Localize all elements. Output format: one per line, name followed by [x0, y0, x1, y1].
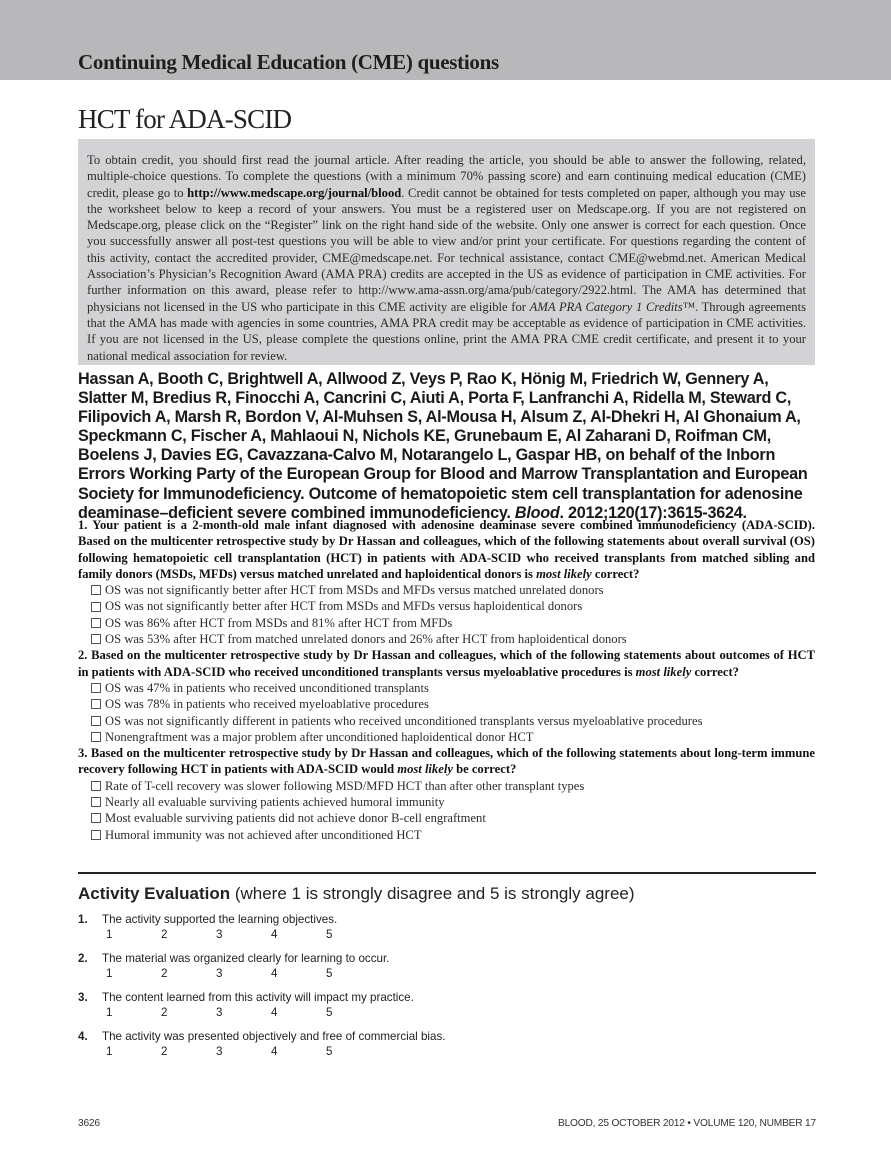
option-label: Humoral immunity was not achieved after unconditioned HCT: [105, 827, 422, 842]
stem-end: correct?: [691, 664, 739, 679]
question-stem: [78, 647, 815, 680]
item-statement: The content learned from this activity will impact my practice.: [102, 991, 414, 1004]
rating-option[interactable]: 5: [326, 1006, 333, 1019]
checkbox[interactable]: [91, 683, 101, 693]
rating-option[interactable]: 4: [271, 1045, 278, 1058]
rating-option[interactable]: 5: [326, 967, 333, 980]
instructions-text: [87, 152, 806, 364]
answer-options: [78, 778, 815, 843]
answer-option[interactable]: [91, 615, 815, 631]
evaluation-item: [78, 913, 816, 942]
option-label: Most evaluable surviving patients did not achieve donor B-cell engraftment: [105, 811, 486, 826]
rating-option[interactable]: 3: [216, 928, 223, 941]
stem-end: correct?: [591, 566, 640, 581]
rating-option[interactable]: 4: [271, 967, 278, 980]
stem-emphasis: most likely: [536, 566, 592, 581]
answer-option[interactable]: [91, 680, 815, 696]
rating-option[interactable]: 1: [106, 928, 113, 941]
rating-option[interactable]: 2: [161, 1006, 168, 1019]
answer-options: [78, 680, 815, 745]
option-label: OS was 53% after HCT from matched unrelated donors and 26% after HCT from haploidentical donors: [105, 632, 627, 647]
item-number: 3.: [78, 991, 88, 1004]
answer-options: [78, 582, 815, 647]
item-statement: The activity was presented objectively and free of commercial bias.: [102, 1030, 446, 1043]
answer-option[interactable]: [91, 631, 815, 647]
checkbox[interactable]: [91, 732, 101, 742]
item-number: 2.: [78, 952, 88, 965]
question-stem: [78, 745, 815, 778]
answer-option[interactable]: [91, 778, 815, 794]
checkbox[interactable]: [91, 618, 101, 628]
option-label: Nonengraftment was a major problem after unconditioned haploidentical donor HCT: [105, 729, 534, 744]
activity-evaluation: [78, 884, 816, 1069]
question-1: [78, 517, 815, 647]
checkbox[interactable]: [91, 830, 101, 840]
evaluation-heading-note: (where 1 is strongly disagree and 5 is strongly agree): [230, 884, 635, 903]
checkbox[interactable]: [91, 585, 101, 595]
instructions-box: [78, 139, 815, 365]
evaluation-item: [78, 952, 816, 981]
rating-scale: [78, 966, 816, 981]
section-divider: [78, 872, 816, 874]
answer-option[interactable]: [91, 827, 815, 843]
option-label: OS was 86% after HCT from MSDs and 81% after HCT from MFDs: [105, 615, 453, 630]
question-2: [78, 647, 815, 745]
option-label: OS was not significantly different in patients who received unconditioned transplants versus myeloablative procedures: [105, 713, 703, 728]
option-label: Nearly all evaluable surviving patients achieved humoral immunity: [105, 795, 445, 810]
cme-banner: [0, 0, 891, 80]
checkbox[interactable]: [91, 602, 101, 612]
rating-scale: [78, 1044, 816, 1059]
option-label: OS was not significantly better after HCT from MSDs and MFDs versus matched unrelated donors: [105, 583, 604, 598]
question-stem: [78, 517, 815, 582]
answer-option[interactable]: [91, 794, 815, 810]
rating-option[interactable]: 4: [271, 928, 278, 941]
stem-text: 1. Your patient is a 2-month-old male infant diagnosed with adenosine deaminase severe combined immunodeficiency (ADA-SCID). Based on the multicenter retrospective study by Dr Hassan and colleagues, which of the following statements about overall survival (OS) following hematopoietic cell transplantation (HCT) in patients with ADA-SCID who received transplants from matched sibling and family donors (MSDs, MFDs) versus matched unrelated and haploidentical donors is: [78, 518, 815, 581]
answer-option[interactable]: [91, 696, 815, 712]
checkbox[interactable]: [91, 716, 101, 726]
rating-option[interactable]: 3: [216, 1045, 223, 1058]
rating-option[interactable]: 1: [106, 1006, 113, 1019]
stem-text: 2. Based on the multicenter retrospective study by Dr Hassan and colleagues, which of the following statements about outcomes of HCT in patients with ADA-SCID who received unconditioned transplants versus myeloablative procedures is: [78, 648, 815, 679]
checkbox[interactable]: [91, 797, 101, 807]
banner-title: Continuing Medical Education (CME) questions: [78, 50, 499, 74]
rating-option[interactable]: 3: [216, 967, 223, 980]
item-statement: The material was organized clearly for learning to occur.: [102, 952, 390, 965]
evaluation-item: [78, 1030, 816, 1059]
article-citation: [78, 370, 818, 523]
answer-option[interactable]: [91, 598, 815, 614]
rating-option[interactable]: 4: [271, 1006, 278, 1019]
checkbox[interactable]: [91, 813, 101, 823]
answer-option[interactable]: [91, 582, 815, 598]
page-number: 3626: [78, 1118, 100, 1129]
answer-option[interactable]: [91, 810, 815, 826]
journal-issue-info: BLOOD, 25 OCTOBER 2012 • VOLUME 120, NUMBER 17: [557, 1118, 816, 1129]
answer-option[interactable]: [91, 729, 815, 745]
medscape-link[interactable]: http://www.medscape.org/journal/blood: [187, 185, 402, 200]
stem-text: 3. Based on the multicenter retrospective study by Dr Hassan and colleagues, which of the following statements about long-term immune recovery following HCT in patients with ADA-SCID would: [78, 746, 815, 777]
item-number: 1.: [78, 913, 88, 926]
answer-option[interactable]: [91, 713, 815, 729]
rating-option[interactable]: 1: [106, 967, 113, 980]
option-label: OS was not significantly better after HCT from MSDs and MFDs versus haploidentical donors: [105, 599, 583, 614]
rating-scale: [78, 927, 816, 942]
rating-option[interactable]: 5: [326, 928, 333, 941]
citation-journal: Blood: [514, 503, 560, 522]
page-footer: [78, 1118, 816, 1129]
citation-authors-title: Hassan A, Booth C, Brightwell A, Allwood Z, Veys P, Rao K, Hönig M, Friedrich W, Gennery A, Slatter M, Bredius R, Finocchi A, Cancrini C, Aiuti A, Porta F, Lanfranchi A, Ridella M, Steward C, Filipovich A, Marsh R, Bordon V, Al-Muhsen S, Al-Mousa H, Alsum Z, Al-Dhekri H, Al Ghonaium A, Speckmann C, Fischer A, Mahlaoui N, Nichols KE, Grunebaum E, Al Zaharani D, Roifman CM, Boelens J, Davies EG, Cavazzana-Calvo M, Notarangelo L, Gaspar HB, on behalf of the Inborn Errors Working Party of the European Group for Blood and Marrow Transplantation and European Society for Immunodeficiency. Outcome of hematopoietic stem cell transplantation for adenosine deaminase–deficient severe combined immunodeficiency.: [78, 370, 808, 522]
rating-option[interactable]: 1: [106, 1045, 113, 1058]
checkbox[interactable]: [91, 781, 101, 791]
evaluation-item: [78, 991, 816, 1020]
option-label: OS was 78% in patients who received myeloablative procedures: [105, 697, 429, 712]
item-statement: The activity supported the learning objectives.: [102, 913, 338, 926]
rating-option[interactable]: 2: [161, 967, 168, 980]
rating-option[interactable]: 2: [161, 928, 168, 941]
stem-end: be correct?: [452, 762, 517, 777]
citation-reference: . 2012;120(17):3615-3624.: [559, 503, 747, 522]
option-label: Rate of T-cell recovery was slower following MSD/MFD HCT than after other transplant types: [105, 778, 585, 793]
item-number: 4.: [78, 1030, 88, 1043]
option-label: OS was 47% in patients who received unconditioned transplants: [105, 680, 429, 695]
instructions-part-1: To obtain credit, you should first read the journal article. After reading the article, you should be able to answer the following, related, multiple-choice questions. To complete the questions (with a minimum 70% passing score) and earn continuing medical education (CME) credit, please go to: [87, 153, 806, 200]
evaluation-heading: [78, 884, 816, 904]
rating-option[interactable]: 5: [326, 1045, 333, 1058]
stem-emphasis: most likely: [635, 664, 692, 679]
instructions-part-2: . Credit cannot be obtained for tests completed on paper, although you may use the worksheet below to keep a record of your answers. You must be a registered user on Medscape.org. If you are not registered on Medscape.org, please click on the “Register” link on the right hand side of the website. Only one answer is correct for each question. Once you successfully answer all post-test questions you will be able to view and/or print your certificate. For questions regarding the content of this activity, contact the accredited provider, CME@medscape.net. For technical assistance, contact CME@webmd.net. American Medical Association’s Physician’s Recognition Award (AMA PRA) credits are accepted in the US as evidence of participation in CME activities. For further information on this award, please refer to http://www.ama-assn.org/ama/pub/category/2922.html. The AMA has determined that physicians not licensed in the US who participate in this CME activity are eligible for: [87, 185, 806, 314]
checkbox[interactable]: [91, 634, 101, 644]
page-title: HCT for ADA-SCID: [78, 104, 292, 134]
rating-option[interactable]: 2: [161, 1045, 168, 1058]
checkbox[interactable]: [91, 699, 101, 709]
stem-emphasis: most likely: [397, 762, 453, 777]
cme-questions: [78, 517, 815, 843]
question-3: [78, 745, 815, 843]
evaluation-heading-bold: Activity Evaluation: [78, 884, 231, 903]
rating-option[interactable]: 3: [216, 1006, 223, 1019]
instructions-part-3: . Through agreements that the AMA has made with agencies in some countries, AMA PRA credit may be acceptable as evidence of participation in CME activities. If you are not licensed in the US, please complete the questions online, print the AMA PRA CME credit certificate, and present it to your national medical association for review.: [87, 299, 806, 363]
credit-name: AMA PRA Category 1 Credits™: [529, 299, 695, 314]
rating-scale: [78, 1005, 816, 1020]
